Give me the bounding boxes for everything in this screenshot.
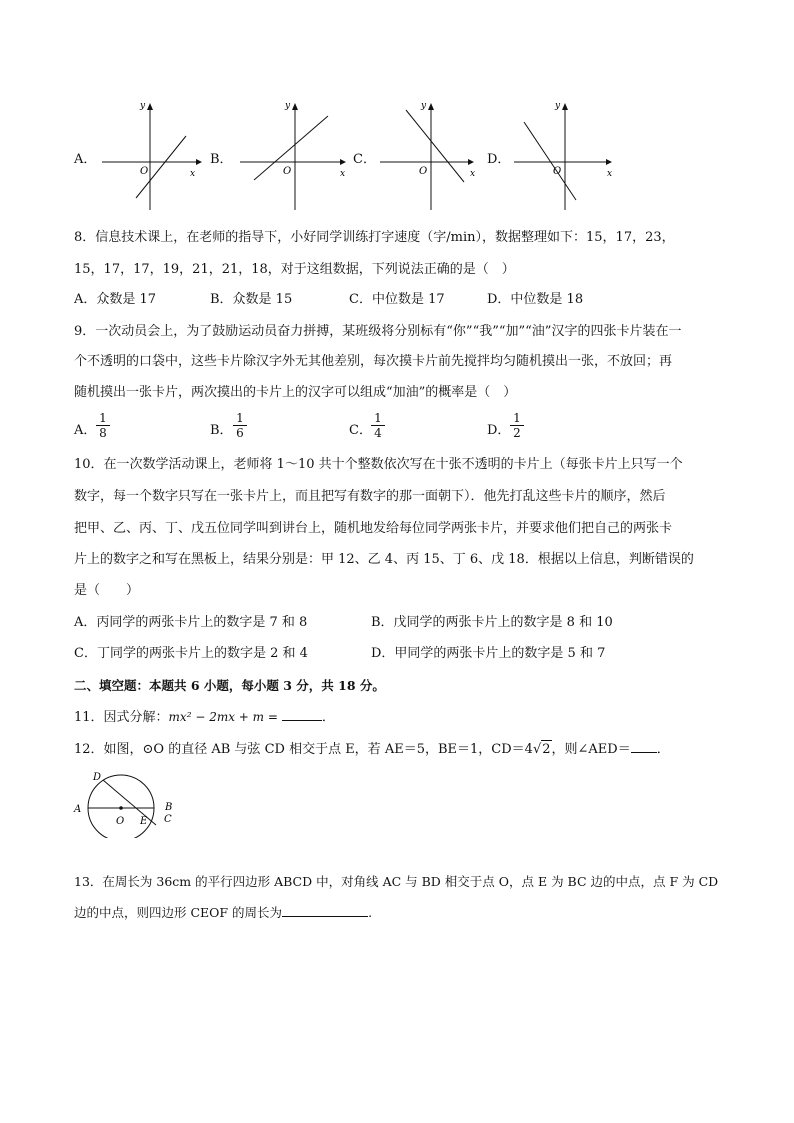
- point-b-label: B: [165, 802, 173, 813]
- point-a-label: A: [74, 804, 82, 815]
- q7-option-b-label: B．: [210, 152, 233, 167]
- y-axis-label: y: [555, 101, 561, 111]
- q8-stem-line2: 15，17，17，19，21，21，18，对于这组数据，下列说法正确的是（ ）: [74, 262, 515, 277]
- q9-option-c-letter: C．: [349, 423, 372, 438]
- q10-stem-line3: 把甲、乙、丙、丁、戊五位同学叫到讲台上，随机地发给每位同学两张卡片，并要求他们把自己的两张卡: [74, 521, 673, 536]
- q9-stem-line3: 随机摸出一张卡片，两次摸出的卡片上的汉字可以组成“加油”的概率是（ ）: [74, 385, 517, 400]
- origin-label: O: [140, 166, 149, 177]
- q10-stem-line1: 10．在一次数学活动课上，老师将 1～10 共十个整数依次写在十张不透明的卡片上（每张卡片上只写一个: [74, 457, 683, 472]
- point-e-label: E: [140, 816, 148, 827]
- q8-option-a: A．众数是 17: [74, 292, 157, 307]
- q11-suffix: ．: [321, 710, 335, 725]
- q10-stem-line4: 片上的数字之和写在黑板上，结果分别是：甲 12、乙 4、丙 15、丁 6、戊 18．根据以上信息，判断错误的: [74, 552, 694, 567]
- q9-option-b-fraction: [233, 411, 247, 440]
- q7-option-c-label: C．: [353, 152, 376, 167]
- numerator: 1: [233, 411, 247, 426]
- q9-option-b-letter: B．: [210, 423, 233, 438]
- x-axis-label: x: [470, 169, 476, 179]
- q8-stem-line1: 8．信息技术课上，在老师的指导下，小好同学训练打字速度（字/min），数据整理如下：15，17，23，: [74, 230, 675, 245]
- denominator: 8: [99, 426, 107, 440]
- q11-stem: [74, 708, 335, 727]
- q8-option-b: B．众数是 15: [210, 292, 293, 307]
- q12-sqrt-value: 2: [542, 742, 551, 757]
- q12-circle-figure: [70, 766, 180, 838]
- y-axis-label: y: [421, 101, 427, 111]
- q9-option-a-fraction: [96, 411, 110, 440]
- q9-option-d-fraction: [510, 411, 524, 440]
- q10-option-d: D．甲同学的两张卡片上的数字是 5 和 7: [371, 646, 606, 661]
- point-c-label: C: [164, 814, 172, 825]
- q7-graph-d: [510, 98, 620, 213]
- x-axis-label: x: [607, 169, 613, 179]
- q13-stem-line1: 13．在周长为 36cm 的平行四边形 ABCD 中，对角线 AC 与 BD 相交于点 O，点 E 为 BC 边的中点，点 F 为 CD: [74, 874, 719, 889]
- q9-option-d-letter: D．: [487, 423, 511, 438]
- y-axis-label: y: [285, 101, 291, 111]
- q13-stem-line2: [74, 904, 372, 922]
- q7-option-a-label: A．: [74, 152, 97, 167]
- q11-answer-blank: [282, 720, 322, 721]
- q7-graph-a: [96, 98, 206, 213]
- q10-stem-line5: 是（ ）: [74, 583, 140, 598]
- numerator: 1: [96, 411, 110, 426]
- center-point: [119, 806, 123, 810]
- sqrt-sign: √: [532, 742, 542, 757]
- q12-stem: [74, 740, 670, 759]
- origin-label: O: [553, 166, 562, 177]
- q9-stem-line1: 9．一次动员会上，为了鼓励运动员奋力拼搏，某班级将分别标有“你”“我”“加”“油”汉字的四张卡片装在一: [74, 324, 682, 339]
- q10-option-b: B．戊同学的两张卡片上的数字是 8 和 10: [371, 615, 613, 630]
- q9-option-a-letter: A．: [74, 423, 97, 438]
- origin-label: O: [283, 166, 292, 177]
- denominator: 4: [374, 426, 382, 440]
- y-axis-label: y: [140, 101, 146, 111]
- q12-text-before: 12．如图，⊙O 的直径 AB 与弦 CD 相交于点 E，若 AE＝5，BE＝1，CD＝4: [74, 742, 533, 757]
- q10-option-c: C．丁同学的两张卡片上的数字是 2 和 4: [74, 646, 308, 661]
- origin-label: O: [419, 166, 428, 177]
- q12-suffix: ．: [656, 742, 670, 757]
- q12-text-after: ，则∠AED＝: [551, 742, 631, 757]
- q7-graph-b: [236, 98, 351, 213]
- q9-stem-line2: 个不透明的口袋中，这些卡片除汉字外无其他差别，每次摸卡片前先搅拌均匀随机摸出一张，不放回；再: [74, 354, 673, 369]
- q7-graph-c: [376, 98, 486, 213]
- denominator: 2: [513, 426, 521, 440]
- q10-option-a: A．丙同学的两张卡片上的数字是 7 和 8: [74, 615, 308, 630]
- q13-suffix: .: [368, 905, 373, 920]
- x-axis-label: x: [190, 169, 196, 179]
- denominator: 6: [236, 426, 244, 440]
- q8-option-d: D．中位数是 18: [487, 292, 584, 307]
- q10-stem-line2: 数字，每一个数字只写在一张卡片上，而且把写有数字的那一面朝下）．他先打乱这些卡片的顺序，然后: [74, 489, 666, 504]
- q13-answer-blank: [282, 916, 368, 917]
- q7-option-d-label: D．: [487, 152, 511, 167]
- section-2-title: 二、填空题：本题共 6 小题，每小题 3 分，共 18 分。: [74, 678, 385, 693]
- q11-expression: mx² − 2mx + m =: [168, 710, 278, 724]
- q8-option-c: C．中位数是 17: [349, 292, 445, 307]
- numerator: 1: [371, 411, 385, 426]
- q9-option-c-fraction: [371, 411, 385, 440]
- q13-line2-text: 边的中点，则四边形 CEOF 的周长为: [74, 905, 283, 920]
- q12-answer-blank: [631, 752, 657, 753]
- point-o-label: O: [116, 816, 125, 827]
- chord-cd: [103, 780, 156, 825]
- point-d-label: D: [93, 772, 102, 783]
- q11-prefix: 11．因式分解：: [74, 710, 169, 725]
- numerator: 1: [510, 411, 524, 426]
- x-axis-label: x: [340, 169, 346, 179]
